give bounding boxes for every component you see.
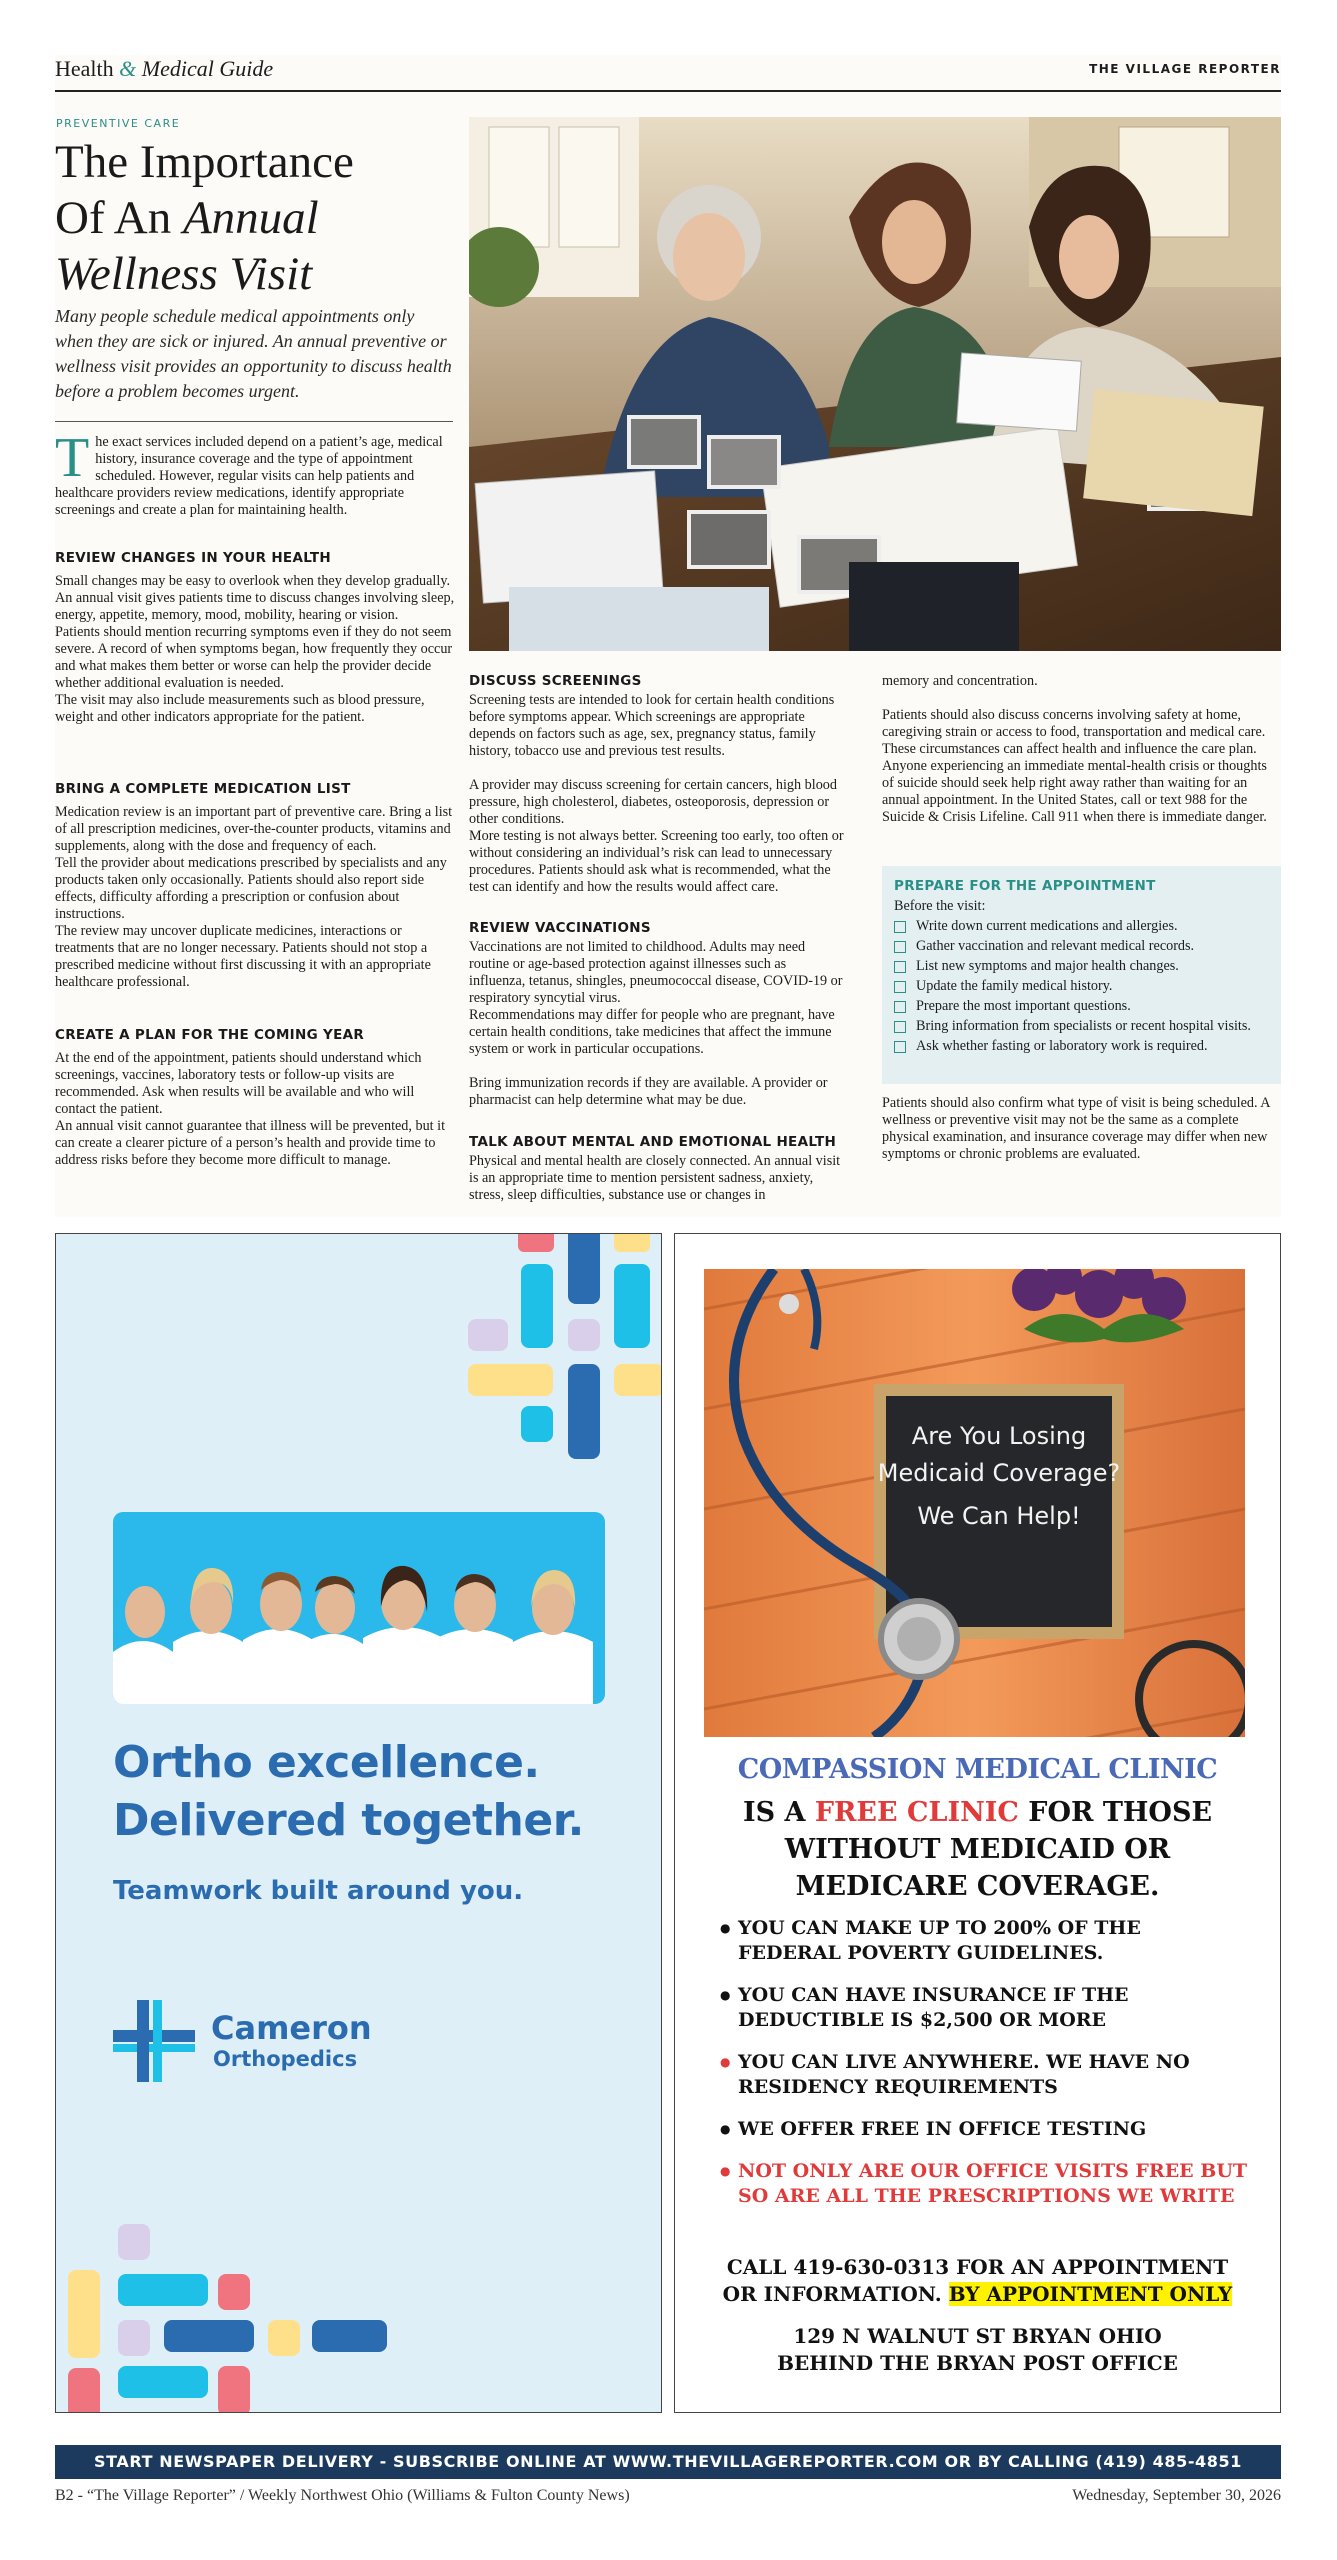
clinic-call-to-action: CALL 419-630-0313 FOR AN APPOINTMENT OR INFORMATION. BY APPOINTMENT ONLY xyxy=(722,2255,1233,2306)
section-heading: CREATE A PLAN FOR THE COMING YEAR xyxy=(55,1027,365,1043)
divider xyxy=(55,421,453,422)
article-intro: The exact services included depend on a patient’s age, medical history, insurance coverage and the type of appointment scheduled. However, regular visits can help patients and healthcare providers review medications, identify appropriate screenings and create a plan for maintaining health. xyxy=(55,427,443,518)
clinic-lead: IS A FREE CLINIC FOR THOSE WITHOUT MEDICAID OR MEDICARE COVERAGE. xyxy=(742,1797,1213,1902)
appointment-only-highlight: BY APPOINTMENT ONLY xyxy=(948,2282,1233,2306)
cameron-brand-name: Cameron xyxy=(211,2009,372,2047)
clinic-photo xyxy=(704,1269,1245,1737)
eligibility-item: ● NOT ONLY ARE OUR OFFICE VISITS FREE BUT SO ARE ALL THE PRESCRIPTIONS WE WRITE xyxy=(720,2159,1250,2209)
section-vaccinations: REVIEW VACCINATIONS Vaccinations are not limited to childhood. Adults may need routine or age-based protection against illnesses such as influenza, tetanus, shingles, pneumococcal disease, COVID-19 or respiratory syncytial virus. Recommendations may differ for people who are pregnant, have certain health conditions, take medicines that affect the immune system or work in particular occupations. Bring immunization records if they are available. A provider or pharmacist can help determine what may be due. xyxy=(469,920,843,1108)
checklist-item: Ask whether fasting or laboratory work is required. xyxy=(894,1038,1274,1055)
section-mental-health: TALK ABOUT MENTAL AND EMOTIONAL HEALTH Physical and mental health are closely connected. An annual visit is an appropriate time to mention persistent sadness, anxiety, stress, sleep difficulties, substance use or changes in xyxy=(469,1134,844,1204)
checkbox-icon xyxy=(894,1041,906,1053)
checklist-item: Bring information from specialists or recent hospital visits. xyxy=(894,1018,1274,1035)
checklist-item: List new symptoms and major health changes. xyxy=(894,958,1274,975)
checkbox-icon xyxy=(894,961,906,973)
checkbox-icon xyxy=(894,1021,906,1033)
section-plan: CREATE A PLAN FOR THE COMING YEAR At the end of the appointment, patients should understand which screenings, vaccines, laboratory tests or follow-up visits are recommended. Ask when results will be available and who will contact the patient. An annual visit cannot guarantee that illness will be prevented, but it can create a clearer picture of a person’s health and provide time to address risks before they become more difficult to manage. xyxy=(55,1027,455,1169)
section-review-health: REVIEW CHANGES IN YOUR HEALTH Small changes may be easy to overlook when they develop gradually. An annual visit gives patients time to discuss changes involving sleep, energy, appetite, memory, mood, mobility, hearing or vision. Patients should mention recurring symptoms even if they do not seem severe. A record of when symptoms began, how frequently they occur and what makes them better or worse can help the provider decide whether additional evaluation is needed. The visit may also include measurements such as blood pressure, weight and other indicators appropriate for the patient. xyxy=(55,550,455,725)
sign-line-3: We Can Help! xyxy=(917,1502,1081,1530)
checklist-item: Prepare the most important questions. xyxy=(894,998,1274,1015)
article-photo xyxy=(469,117,1281,651)
sign-line-1: Are You Losing xyxy=(911,1422,1087,1450)
ortho-advertisement[interactable] xyxy=(55,1233,662,2413)
publication-name: THE VILLAGE REPORTER xyxy=(1089,62,1281,76)
ortho-tagline: Teamwork built around you. xyxy=(113,1876,524,1906)
section-screenings: DISCUSS SCREENINGS Screening tests are intended to look for certain health conditions before symptoms appear. Which screenings are appropriate depends on factors such as age, sex, pregnancy status, family history, tobacco use and previous test results. A provider may discuss screening for certain cancers, high blood pressure, high cholesterol, diabetes, osteoporosis, depression or other conditions. More testing is not always better. Screening too early, too often or without considering an individual’s risk can lead to unnecessary procedures. Patients should ask what is recommended, what the test can identify and how the results would affect care. xyxy=(469,673,844,895)
checklist-item: Gather vaccination and relevant medical records. xyxy=(894,938,1274,955)
sign-line-2: Medicaid Coverage? xyxy=(877,1459,1121,1487)
eligibility-item: ● YOU CAN LIVE ANYWHERE. WE HAVE NO RESIDENCY REQUIREMENTS xyxy=(720,2050,1250,2100)
eligibility-item: ● WE OFFER FREE IN OFFICE TESTING xyxy=(720,2117,1250,2142)
ortho-headline: Ortho excellence. Delivered together. xyxy=(113,1737,584,1846)
article-closing: Patients should also confirm what type of visit is being scheduled. A wellness or preventive visit may not be the same as a complete physical examination, and insurance coverage may differ when new symptoms or chronic problems are evaluated. xyxy=(882,1095,1270,1162)
article-kicker: PREVENTIVE CARE xyxy=(56,117,181,130)
eligibility-item: ● YOU CAN MAKE UP TO 200% OF THE FEDERAL POVERTY GUIDELINES. xyxy=(720,1916,1250,1966)
cameron-logo-icon xyxy=(113,2000,195,2082)
eligibility-item: ● YOU CAN HAVE INSURANCE IF THE DEDUCTIBLE IS $2,500 OR MORE xyxy=(720,1983,1250,2033)
clinic-address: 129 N WALNUT ST BRYAN OHIO BEHIND THE BRYAN POST OFFICE xyxy=(777,2324,1178,2375)
clinic-eligibility-list xyxy=(720,1916,1250,2226)
checkbox-icon xyxy=(894,941,906,953)
issue-date: Wednesday, September 30, 2026 xyxy=(1072,2487,1281,2504)
section-title: Health & Medical Guide xyxy=(55,56,274,81)
article-headline: The Importance Of An Annual Wellness Visit xyxy=(55,136,354,300)
clinic-advertisement[interactable] xyxy=(674,1233,1281,2413)
checklist-item: Write down current medications and allergies. xyxy=(894,918,1274,935)
drop-cap: T xyxy=(55,427,90,489)
section-heading: REVIEW CHANGES IN YOUR HEALTH xyxy=(55,550,331,566)
checklist-title: PREPARE FOR THE APPOINTMENT xyxy=(894,878,1156,894)
section-heading: TALK ABOUT MENTAL AND EMOTIONAL HEALTH xyxy=(469,1134,837,1150)
checkbox-icon xyxy=(894,921,906,933)
checkbox-icon xyxy=(894,981,906,993)
checklist-item: Update the family medical history. xyxy=(894,978,1274,995)
staff-photo xyxy=(113,1512,605,1704)
section-heading: BRING A COMPLETE MEDICATION LIST xyxy=(55,781,351,797)
section-medication: BRING A COMPLETE MEDICATION LIST Medication review is an important part of preventive care. Bring a list of all prescription medicines, over-the-counter products, vitamins and supplements, along with the dose and frequency of each. Tell the provider about medications prescribed by specialists and any products taken only occasionally. Patients should also report side effects, difficulty affording a prescription or confusion about instructions. The review may uncover duplicate medicines, interactions or treatments that are no longer necessary. Patients should not stop a prescribed medicine without first discussing it with an appropriate healthcare professional. xyxy=(55,781,455,991)
checklist-items xyxy=(894,918,1274,1058)
page-info: B2 - “The Village Reporter” / Weekly Northwest Ohio (Williams & Fulton County News) xyxy=(55,2487,630,2504)
section-heading: REVIEW VACCINATIONS xyxy=(469,920,651,936)
section-mental-health-continued: memory and concentration. Patients should also discuss concerns involving safety at home, caregiving strain or access to food, transportation and medical care. These circumstances can affect health and influence the care plan. Anyone experiencing an immediate mental-health crisis or thoughts of suicide should seek help right away rather than waiting for an annual appointment. In the United States, call or text 988 for the Suicide & Crisis Lifeline. Call 911 when there is immediate danger. xyxy=(882,673,1267,825)
subscribe-banner[interactable]: START NEWSPAPER DELIVERY - SUBSCRIBE ONLINE AT WWW.THEVILLAGEREPORTER.COM OR BY CALLING (419) 485-4851 xyxy=(55,2445,1281,2479)
cameron-brand-sub: Orthopedics xyxy=(213,2047,358,2071)
section-heading: DISCUSS SCREENINGS xyxy=(469,673,642,689)
article-deck: Many people schedule medical appointments only when they are sick or injured. An annual preventive or wellness visit provides an opportunity to discuss health before a problem becomes urgent. xyxy=(55,306,452,401)
clinic-name: COMPASSION MEDICAL CLINIC xyxy=(737,1754,1218,1785)
checklist-subtitle: Before the visit: xyxy=(894,898,986,914)
appointment-checklist xyxy=(882,866,1281,1084)
section-header xyxy=(55,52,1281,92)
checkbox-icon xyxy=(894,1001,906,1013)
